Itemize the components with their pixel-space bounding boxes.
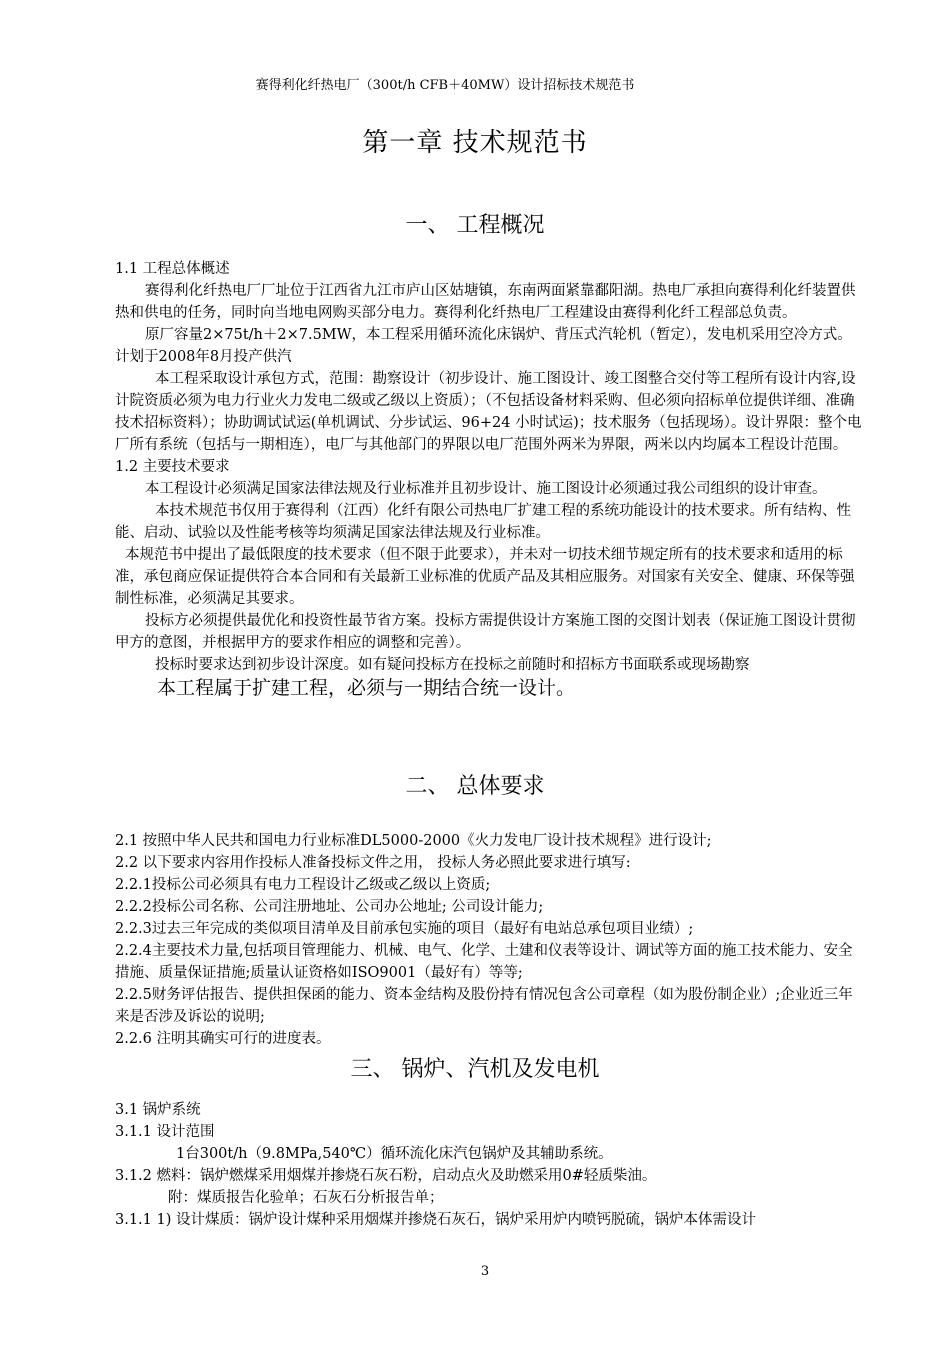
paragraph: 本技术规范书仅用于赛得利（江西）化纤有限公司热电厂扩建工程的系统功能设计的技术要求。所有结构、性能、启动、试验以及性能考核等均须满足国家法律法规及行业标准。 [115, 503, 851, 541]
section-2-body [115, 830, 865, 1050]
subsection-heading: 3.1 锅炉系统 [115, 1102, 201, 1118]
list-item: 2.2.6 注明其确实可行的进度表。 [115, 1031, 331, 1047]
section-3-body [115, 1099, 865, 1231]
list-item: 2.2.3过去三年完成的类似项目清单及目前承包实施的项目（最好有电站总承包项目业绩）; [115, 921, 694, 937]
list-item: 2.2.4主要技术力量,包括项目管理能力、机械、电气、化学、土建和仪表等设计、调试等方面的施工技术能力、安全措施、质量保证措施;质量认证资格如ISO9001（最好有）等等; [115, 943, 853, 981]
section-2-title: 二、 总体要求 [405, 774, 545, 799]
paragraph: 本工程设计必须满足国家法律法规及行业标准并且初步设计、施工图设计必须通过我公司组织的设计审查。 [145, 481, 827, 497]
page-header: 赛得利化纤热电厂（300t/h CFB＋40MW）设计招标技术规范书 [255, 78, 635, 93]
paragraph: 投标时要求达到初步设计深度。如有疑问投标方在投标之前随时和招标方书面联系或现场勘察 [155, 657, 750, 673]
section-1-title: 一、 工程概况 [405, 213, 545, 238]
paragraph: 本工程采取设计承包方式，范围：勘察设计（初步设计、施工图设计、竣工图整合交付等工程所有设计内容,设计院资质必须为电力行业火力发电二级或乙级以上资质）；（不包括设备材料采购、但必须向招标单位提供详细、准确技术招标资料）；协助调试试运(单机调试、分步试运、96+24 小时试运)；技术服务（包括现场）。设计界限：整个电厂所有系统（包括与一期相连），电厂与其他部门的界限以电厂范围外两米为界限，两米以内均属本工程设计范围。 [115, 371, 862, 453]
subsection-heading: 1.2 主要技术要求 [115, 459, 230, 475]
list-item: 2.1 按照中华人民共和国电力行业标准DL5000-2000《火力发电厂设计技术规程》进行设计; [115, 833, 712, 849]
paragraph: 1台300t/h（9.8MPa,540℃）循环流化床汽包锅炉及其辅助系统。 [176, 1146, 613, 1162]
paragraph: 投标方必须提供最优化和投资性最节省方案。投标方需提供设计方案施工图的交图计划表（保证施工图设计贯彻甲方的意图，并根据甲方的要求作相应的调整和完善）。 [115, 613, 856, 651]
list-item: 3.1.2 燃料：锅炉燃煤采用烟煤并掺烧石灰石粉，启动点火及助燃采用0#轻质柴油。 [115, 1168, 657, 1184]
subsection-heading: 3.1.1 设计范围 [115, 1124, 215, 1140]
subsection-heading: 1.1 工程总体概述 [115, 261, 230, 277]
list-item: 2.2.2投标公司名称、公司注册地址、公司办公地址; 公司设计能力; [115, 899, 544, 915]
page-number: 3 [480, 1264, 490, 1279]
section-3-title: 三、 锅炉、汽机及发电机 [350, 1057, 600, 1082]
list-item: 2.2.5财务评估报告、提供担保函的能力、资本金结构及股份持有情况包含公司章程（如为股份制企业）;企业近三年来是否涉及诉讼的说明; [115, 987, 853, 1025]
paragraph: 本规范书中提出了最低限度的技术要求（但不限于此要求），并未对一切技术细节规定所有的技术要求和适用的标准，承包商应保证提供符合本合同和有关最新工业标准的优质产品及其相应服务。对国家有关安全、健康、环保等强制性标准，必须满足其要求。 [115, 547, 855, 607]
paragraph: 原厂容量2×75t/h＋2×7.5MW，本工程采用循环流化床锅炉、背压式汽轮机（暂定），发电机采用空冷方式。计划于2008年8月投产供汽 [115, 327, 852, 365]
list-item: 2.2.1投标公司必须具有电力工程设计乙级或乙级以上资质; [115, 877, 491, 893]
list-item: 2.2 以下要求内容用作投标人准备投标文件之用， 投标人务必照此要求进行填写: [115, 855, 631, 871]
paragraph: 赛得利化纤热电厂厂址位于江西省九江市庐山区姑塘镇，东南两面紧靠鄱阳湖。热电厂承担向赛得利化纤装置供热和供电的任务，同时向当地电网购买部分电力。赛得利化纤热电厂工程建设由赛得利化纤工程部总负责。 [115, 283, 856, 321]
list-item: 3.1.1 1) 设计煤质：锅炉设计煤种采用烟煤并掺烧石灰石，锅炉采用炉内喷钙脱硫，锅炉本体需设计 [115, 1212, 756, 1228]
paragraph: 附：煤质报告化验单；石灰石分析报告单； [168, 1190, 444, 1206]
emphasis-statement: 本工程属于扩建工程，必须与一期结合统一设计。 [157, 677, 576, 699]
section-1-body [115, 258, 865, 700]
chapter-title: 第一章 技术规范书 [362, 128, 588, 158]
